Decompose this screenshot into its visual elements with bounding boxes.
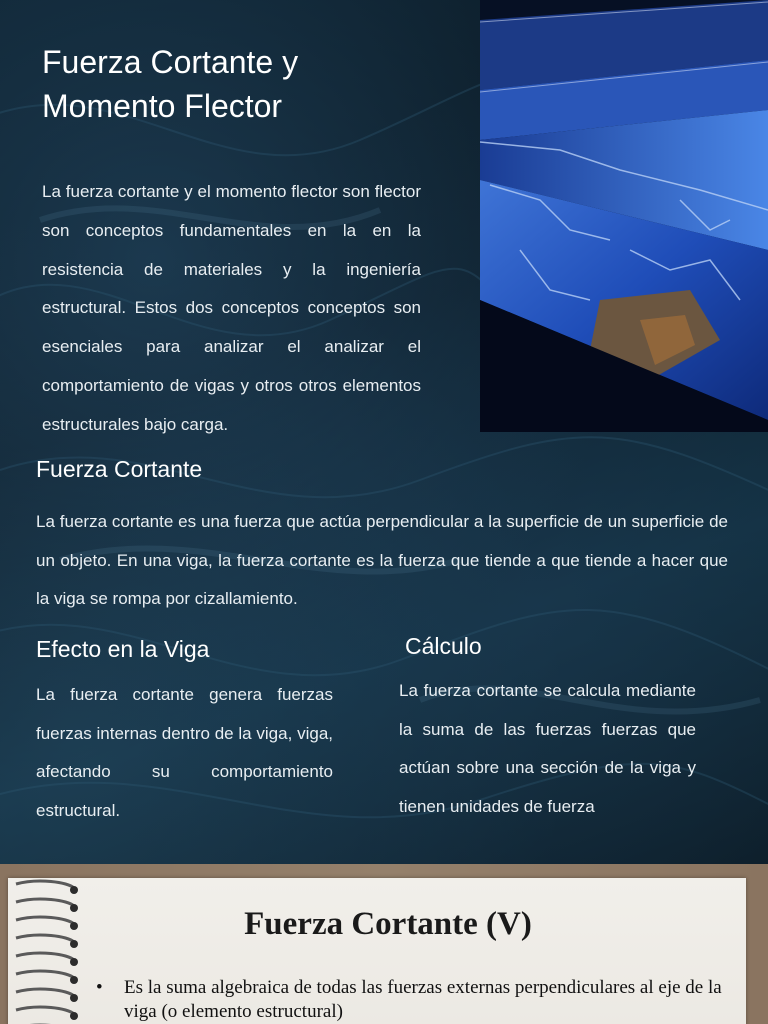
section-body-fuerza-cortante: La fuerza cortante es una fuerza que actúa perpendicular a la superficie de un superficie de un objeto. En una viga, la fuerza cortante es la fuerza que tiende a que tiende a hacer que la viga se rompa por cizallamiento. (36, 512, 728, 609)
chipped-blue-paint-photo (480, 0, 768, 432)
title-line-2: Momento Flector (42, 88, 283, 124)
notebook-page (8, 878, 746, 1024)
section-heading-fuerza-cortante: Fuerza Cortante (36, 456, 203, 482)
section-heading-calculo: Cálculo (405, 633, 482, 659)
spiral-binding-icon (8, 878, 88, 1024)
bullet-icon: • (96, 977, 103, 998)
section-body-calculo: La fuerza cortante se calcula mediante la suma de las fuerzas fuerzas que actúan sobre una sección de la viga y tienen unidades de fuerza (399, 681, 696, 816)
notebook-image-panel (0, 864, 768, 1024)
title-line-1: Fuerza Cortante y (42, 44, 299, 80)
section-heading-efecto-en-la-viga: Efecto en la Viga (36, 636, 210, 662)
notebook-title: Fuerza Cortante (V) (244, 906, 532, 942)
notebook-bullet-text: Es la suma algebraica de todas las fuerzas externas perpendiculares al eje de la viga (o elemento estructural) (124, 977, 722, 1022)
page-title (42, 40, 462, 128)
section-body-efecto-en-la-viga: La fuerza cortante genera fuerzas fuerzas internas dentro de la viga, viga, afectando su comportamiento estructural. (36, 685, 333, 820)
intro-paragraph: La fuerza cortante y el momento flector son flector son conceptos fundamentales en la en la resistencia de materiales y la ingeniería estructural. Estos dos conceptos conceptos son esenciales para analizar el analizar el comportamiento de vigas y otros otros elementos estructurales bajo carga. (42, 182, 421, 434)
